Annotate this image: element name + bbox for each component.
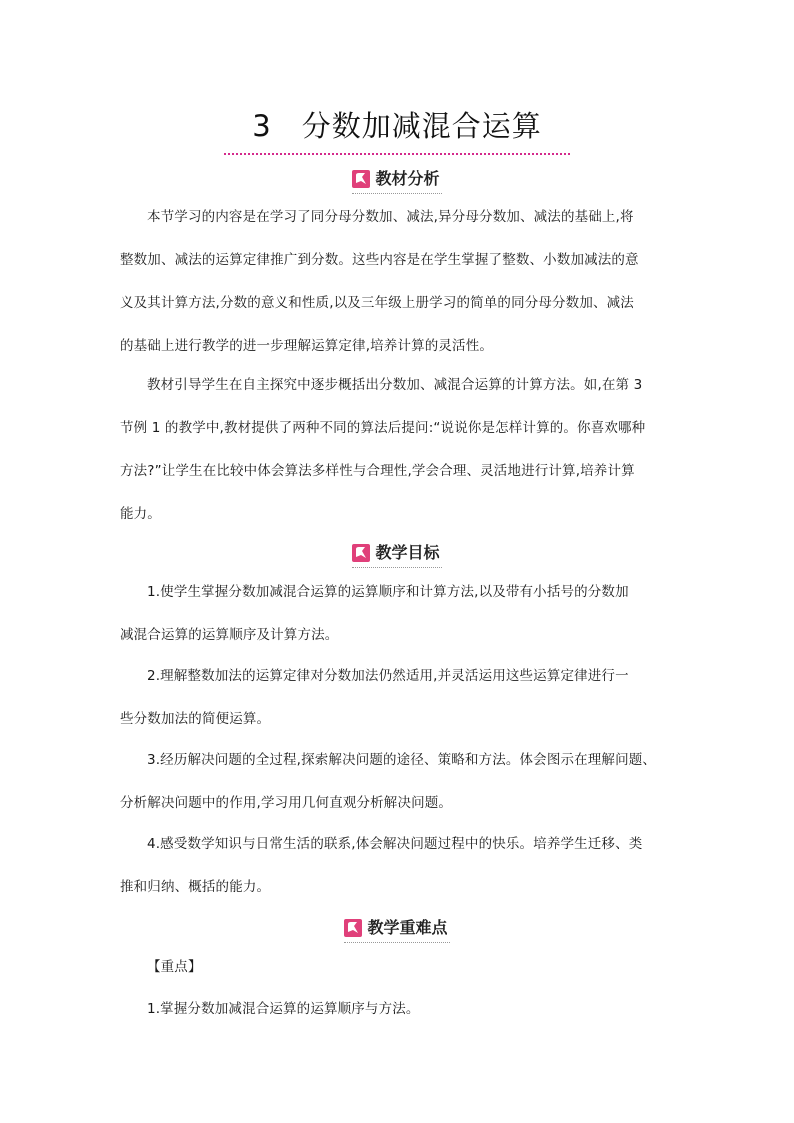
paragraph <box>120 739 680 825</box>
paragraph <box>120 571 680 657</box>
text-line: 些分数加法的简便运算。 <box>120 711 271 727</box>
text-line: 教材引导学生在自主探究中逐步概括出分数加、减混合运算的计算方法。如,在第 3 <box>147 377 643 393</box>
title-text: 分数加减混合运算 <box>301 109 542 143</box>
paragraph <box>120 946 680 989</box>
text-line: 本节学习的内容是在学习了同分母分数加、减法,异分母分数加、减法的基础上,将 <box>147 209 634 225</box>
text-line: 能力。 <box>120 506 161 522</box>
paragraph <box>120 823 680 909</box>
section-heading-key-points <box>0 915 794 941</box>
section-heading-label: 教材分析 <box>375 169 440 188</box>
text-line: 推和归纳、概括的能力。 <box>120 879 271 895</box>
text-line: 义及其计算方法,分数的意义和性质,以及三年级上册学习的简单的同分母分数加、减法 <box>120 295 634 311</box>
bookmark-icon <box>352 544 370 562</box>
bookmark-icon <box>352 170 370 188</box>
paragraph <box>120 655 680 741</box>
text-line: 3.经历解决问题的全过程,探索解决问题的途径、策略和方法。体会图示在理解问题、 <box>147 752 657 768</box>
subheading-key: 【重点】 <box>147 959 202 975</box>
text-line: 分析解决问题中的作用,学习用几何直观分析解决问题。 <box>120 795 453 811</box>
title-number: 3 <box>252 109 272 143</box>
paragraph <box>120 196 680 368</box>
title-block <box>224 104 570 155</box>
text-line: 方法?”让学生在比较中体会算法多样性与合理性,学会合理、灵活地进行计算,培养计算 <box>120 463 635 479</box>
paragraph <box>120 988 680 1031</box>
text-line: 1.掌握分数加减混合运算的运算顺序与方法。 <box>147 1001 420 1017</box>
section-heading-label: 教学目标 <box>375 543 440 562</box>
text-line: 节例 1 的教学中,教材提供了两种不同的算法后提问:“说说你是怎样计算的。你喜欢哪种 <box>120 420 646 436</box>
text-line: 1.使学生掌握分数加减混合运算的运算顺序和计算方法,以及带有小括号的分数加 <box>147 584 629 600</box>
paragraph <box>120 364 680 536</box>
text-line: 的基础上进行教学的进一步理解运算定律,培养计算的灵活性。 <box>120 338 493 354</box>
section-heading-objectives <box>0 540 794 566</box>
section-heading-analysis <box>0 166 794 192</box>
bookmark-icon <box>344 919 362 937</box>
text-line: 减混合运算的运算顺序及计算方法。 <box>120 627 339 643</box>
text-line: 整数加、减法的运算定律推广到分数。这些内容是在学生掌握了整数、小数加减法的意 <box>120 252 639 268</box>
page-title <box>224 104 570 145</box>
section-heading-label: 教学重难点 <box>367 918 448 937</box>
text-line: 2.理解整数加法的运算定律对分数加法仍然适用,并灵活运用这些运算定律进行一 <box>147 668 629 684</box>
text-line: 4.感受数学知识与日常生活的联系,体会解决问题过程中的快乐。培养学生迁移、类 <box>147 836 643 852</box>
